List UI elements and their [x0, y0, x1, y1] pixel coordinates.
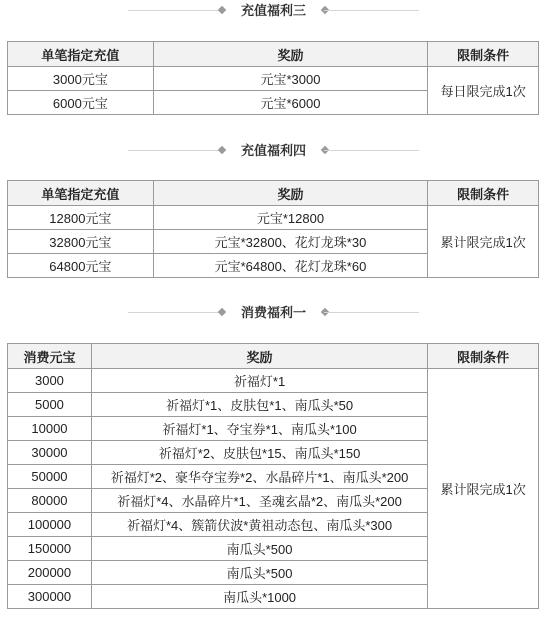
limit-cell: 累计限完成1次 [428, 206, 539, 278]
reward-cell: 祈福灯*1、夺宝券*1、南瓜头*100 [91, 417, 427, 441]
header-reward: 奖励 [153, 181, 427, 206]
diamond-icon [218, 308, 226, 316]
section-recharge-4 [0, 140, 547, 162]
recharge-4-table [7, 180, 539, 278]
table-header-row [8, 181, 539, 206]
reward-cell: 祈福灯*4、簇箭伏波*黄祖动态包、南瓜头*300 [91, 513, 427, 537]
divider-line [128, 150, 223, 151]
limit-cell: 累计限完成1次 [428, 369, 539, 609]
section-consume-1 [0, 302, 547, 324]
reward-cell: 南瓜头*500 [91, 537, 427, 561]
header-limit: 限制条件 [428, 42, 539, 67]
section-title: 消费福利一 [240, 305, 306, 320]
amount-cell: 50000 [8, 465, 92, 489]
section-title: 充值福利四 [240, 143, 306, 158]
reward-cell: 元宝*3000 [153, 67, 427, 91]
divider-line [324, 312, 419, 313]
divider-line [128, 10, 223, 11]
amount-cell: 80000 [8, 489, 92, 513]
section-title-row [0, 0, 547, 22]
reward-cell: 祈福灯*2、皮肤包*15、南瓜头*150 [91, 441, 427, 465]
reward-cell: 祈福灯*1、皮肤包*1、南瓜头*50 [91, 393, 427, 417]
reward-cell: 祈福灯*1 [91, 369, 427, 393]
table-row [8, 369, 539, 393]
header-limit: 限制条件 [428, 181, 539, 206]
amount-cell: 5000 [8, 393, 92, 417]
reward-cell: 南瓜头*500 [91, 561, 427, 585]
amount-cell: 30000 [8, 441, 92, 465]
table-row [8, 67, 539, 91]
divider-line [324, 10, 419, 11]
reward-cell: 元宝*32800、花灯龙珠*30 [153, 230, 427, 254]
section-title: 充值福利三 [240, 3, 306, 18]
section-recharge-3 [0, 0, 547, 22]
amount-cell: 10000 [8, 417, 92, 441]
consume-1-table [7, 343, 539, 609]
reward-cell: 南瓜头*1000 [91, 585, 427, 609]
reward-cell: 祈福灯*4、水晶碎片*1、圣魂玄晶*2、南瓜头*200 [91, 489, 427, 513]
reward-cell: 元宝*64800、花灯龙珠*60 [153, 254, 427, 278]
divider-line [128, 312, 223, 313]
diamond-icon [218, 146, 226, 154]
amount-cell: 200000 [8, 561, 92, 585]
amount-cell: 100000 [8, 513, 92, 537]
limit-cell: 每日限完成1次 [428, 67, 539, 115]
divider-line [324, 150, 419, 151]
header-amount: 单笔指定充值 [8, 42, 154, 67]
header-limit: 限制条件 [428, 344, 539, 369]
header-amount: 单笔指定充值 [8, 181, 154, 206]
section-title-row [0, 140, 547, 162]
recharge-3-table [7, 41, 539, 115]
amount-cell: 150000 [8, 537, 92, 561]
diamond-icon [218, 6, 226, 14]
reward-cell: 元宝*12800 [153, 206, 427, 230]
amount-cell: 3000元宝 [8, 67, 154, 91]
header-reward: 奖励 [153, 42, 427, 67]
header-amount: 消费元宝 [8, 344, 92, 369]
amount-cell: 3000 [8, 369, 92, 393]
table-header-row [8, 344, 539, 369]
header-reward: 奖励 [91, 344, 427, 369]
amount-cell: 300000 [8, 585, 92, 609]
reward-cell: 元宝*6000 [153, 91, 427, 115]
section-title-row [0, 302, 547, 324]
amount-cell: 12800元宝 [8, 206, 154, 230]
amount-cell: 6000元宝 [8, 91, 154, 115]
table-header-row [8, 42, 539, 67]
table-row [8, 206, 539, 230]
amount-cell: 64800元宝 [8, 254, 154, 278]
reward-cell: 祈福灯*2、豪华夺宝券*2、水晶碎片*1、南瓜头*200 [91, 465, 427, 489]
amount-cell: 32800元宝 [8, 230, 154, 254]
